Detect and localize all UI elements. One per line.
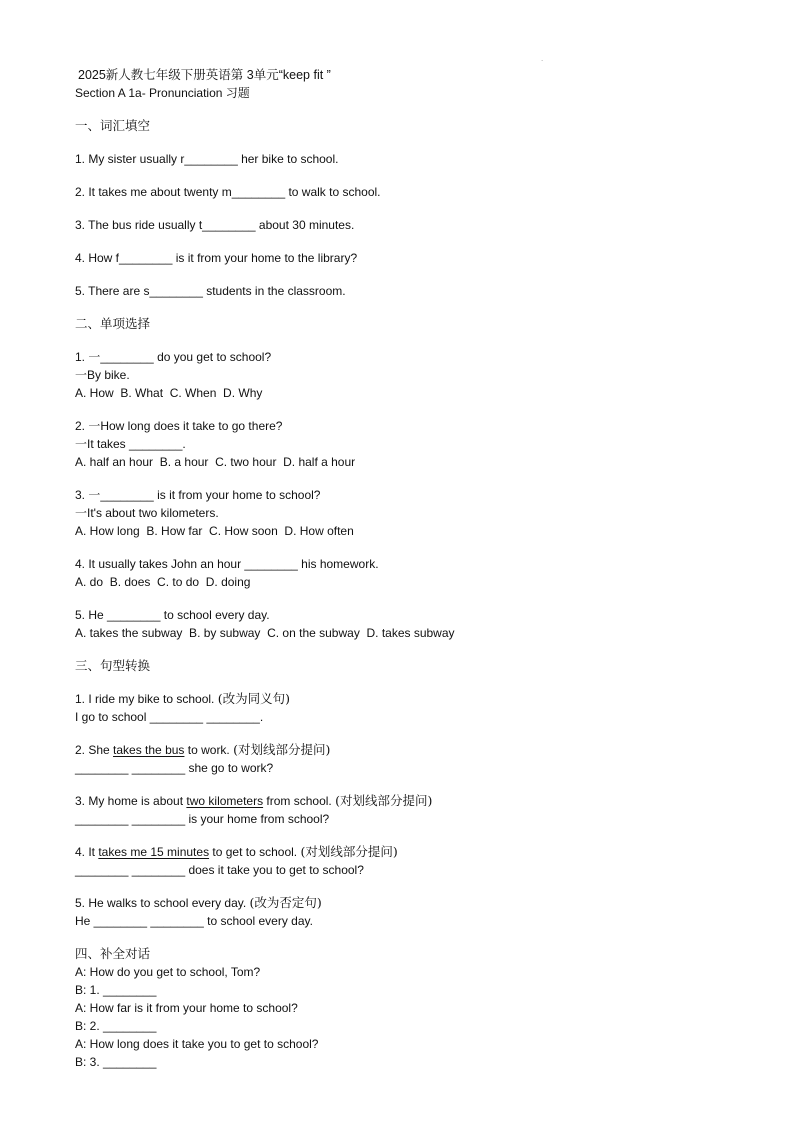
prompt-text: to get to school. <box>209 845 301 859</box>
instruction: (对划线部分提问) <box>335 793 433 808</box>
underlined-phrase: takes me 15 minutes <box>98 845 210 859</box>
mc-options: A. How B. What C. When D. Why <box>75 386 263 400</box>
prompt-text: 3. My home is about <box>75 794 187 808</box>
section-2-heading: 二、单项选择 <box>75 316 151 331</box>
mc-question-text: 1. 一________ do you get to school? <box>75 350 272 364</box>
mc-question-text: 5. He ________ to school every day. <box>75 608 270 622</box>
mc-answer-line: 一It takes ________. <box>75 437 186 451</box>
transform-answer: ________ ________ she go to work? <box>75 761 274 775</box>
mc-answer-line: 一By bike. <box>75 368 130 382</box>
instruction: (改为否定句) <box>249 895 322 910</box>
transform-prompt <box>75 741 755 759</box>
mc-question-4 <box>75 555 755 591</box>
prompt-text: 4. It <box>75 845 99 859</box>
prompt-text: 5. He walks to school every day. <box>75 896 250 910</box>
instruction: (对划线部分提问) <box>233 742 331 757</box>
mc-options: A. do B. does C. to do D. doing <box>75 575 251 589</box>
transform-question-4 <box>75 843 755 879</box>
document-title: 2025新人教七年级下册英语第 3单元“keep fit ” <box>78 68 331 82</box>
mc-question-text: 4. It usually takes John an hour ________ his homework. <box>75 557 379 571</box>
transform-answer: I go to school ________ ________. <box>75 710 264 724</box>
underlined-phrase: two kilometers <box>186 794 264 808</box>
document-subtitle: Section A 1a- Pronunciation 习题 <box>75 86 250 100</box>
transform-question-2 <box>75 741 755 777</box>
mc-options: A. How long B. How far C. How soon D. How often <box>75 524 354 538</box>
vocab-item: 3. The bus ride usually t________ about 30 minutes. <box>75 218 355 232</box>
mc-answer-line: 一It's about two kilometers. <box>75 506 219 520</box>
dialogue-line: B: 3. ________ <box>75 1055 157 1069</box>
dialogue-line: A: How do you get to school, Tom? <box>75 965 261 979</box>
mc-options: A. half an hour B. a hour C. two hour D. half a hour <box>75 455 356 469</box>
transform-question-5 <box>75 894 755 930</box>
worksheet <box>75 66 755 1071</box>
transform-question-3 <box>75 792 755 828</box>
instruction: (对划线部分提问) <box>300 844 398 859</box>
mc-question-text: 2. 一How long does it take to go there? <box>75 419 283 433</box>
mc-options: A. takes the subway B. by subway C. on the subway D. takes subway <box>75 626 455 640</box>
section-1-heading: 一、词汇填空 <box>75 118 151 133</box>
section-4-heading: 四、补全对话 <box>75 946 151 961</box>
transform-prompt <box>75 690 755 708</box>
prompt-text: to work. <box>184 743 234 757</box>
vocab-item: 1. My sister usually r________ her bike to school. <box>75 152 339 166</box>
instruction: (改为同义句) <box>217 691 290 706</box>
dialogue-line: A: How far is it from your home to school? <box>75 1001 298 1015</box>
dialogue-line: A: How long does it take you to get to school? <box>75 1037 319 1051</box>
prompt-text: 1. I ride my bike to school. <box>75 692 218 706</box>
transform-answer: ________ ________ is your home from school? <box>75 812 330 826</box>
vocab-item: 5. There are s________ students in the classroom. <box>75 284 346 298</box>
mc-question-text: 3. 一________ is it from your home to school? <box>75 488 321 502</box>
transform-answer: ________ ________ does it take you to get to school? <box>75 863 364 877</box>
mc-question-1 <box>75 348 755 402</box>
transform-prompt <box>75 792 755 810</box>
page-mark: . <box>541 54 544 63</box>
underlined-phrase: takes the bus <box>113 743 185 757</box>
transform-prompt <box>75 894 755 912</box>
mc-question-3 <box>75 486 755 540</box>
transform-question-1 <box>75 690 755 726</box>
vocab-item: 4. How f________ is it from your home to the library? <box>75 251 358 265</box>
transform-answer: He ________ ________ to school every day. <box>75 914 313 928</box>
transform-prompt <box>75 843 755 861</box>
dialogue-line: B: 2. ________ <box>75 1019 157 1033</box>
section-3-heading: 三、句型转换 <box>75 658 151 673</box>
dialogue-line: B: 1. ________ <box>75 983 157 997</box>
vocab-item: 2. It takes me about twenty m________ to walk to school. <box>75 185 381 199</box>
mc-question-5 <box>75 606 755 642</box>
mc-question-2 <box>75 417 755 471</box>
prompt-text: 2. She <box>75 743 114 757</box>
prompt-text: from school. <box>263 794 336 808</box>
